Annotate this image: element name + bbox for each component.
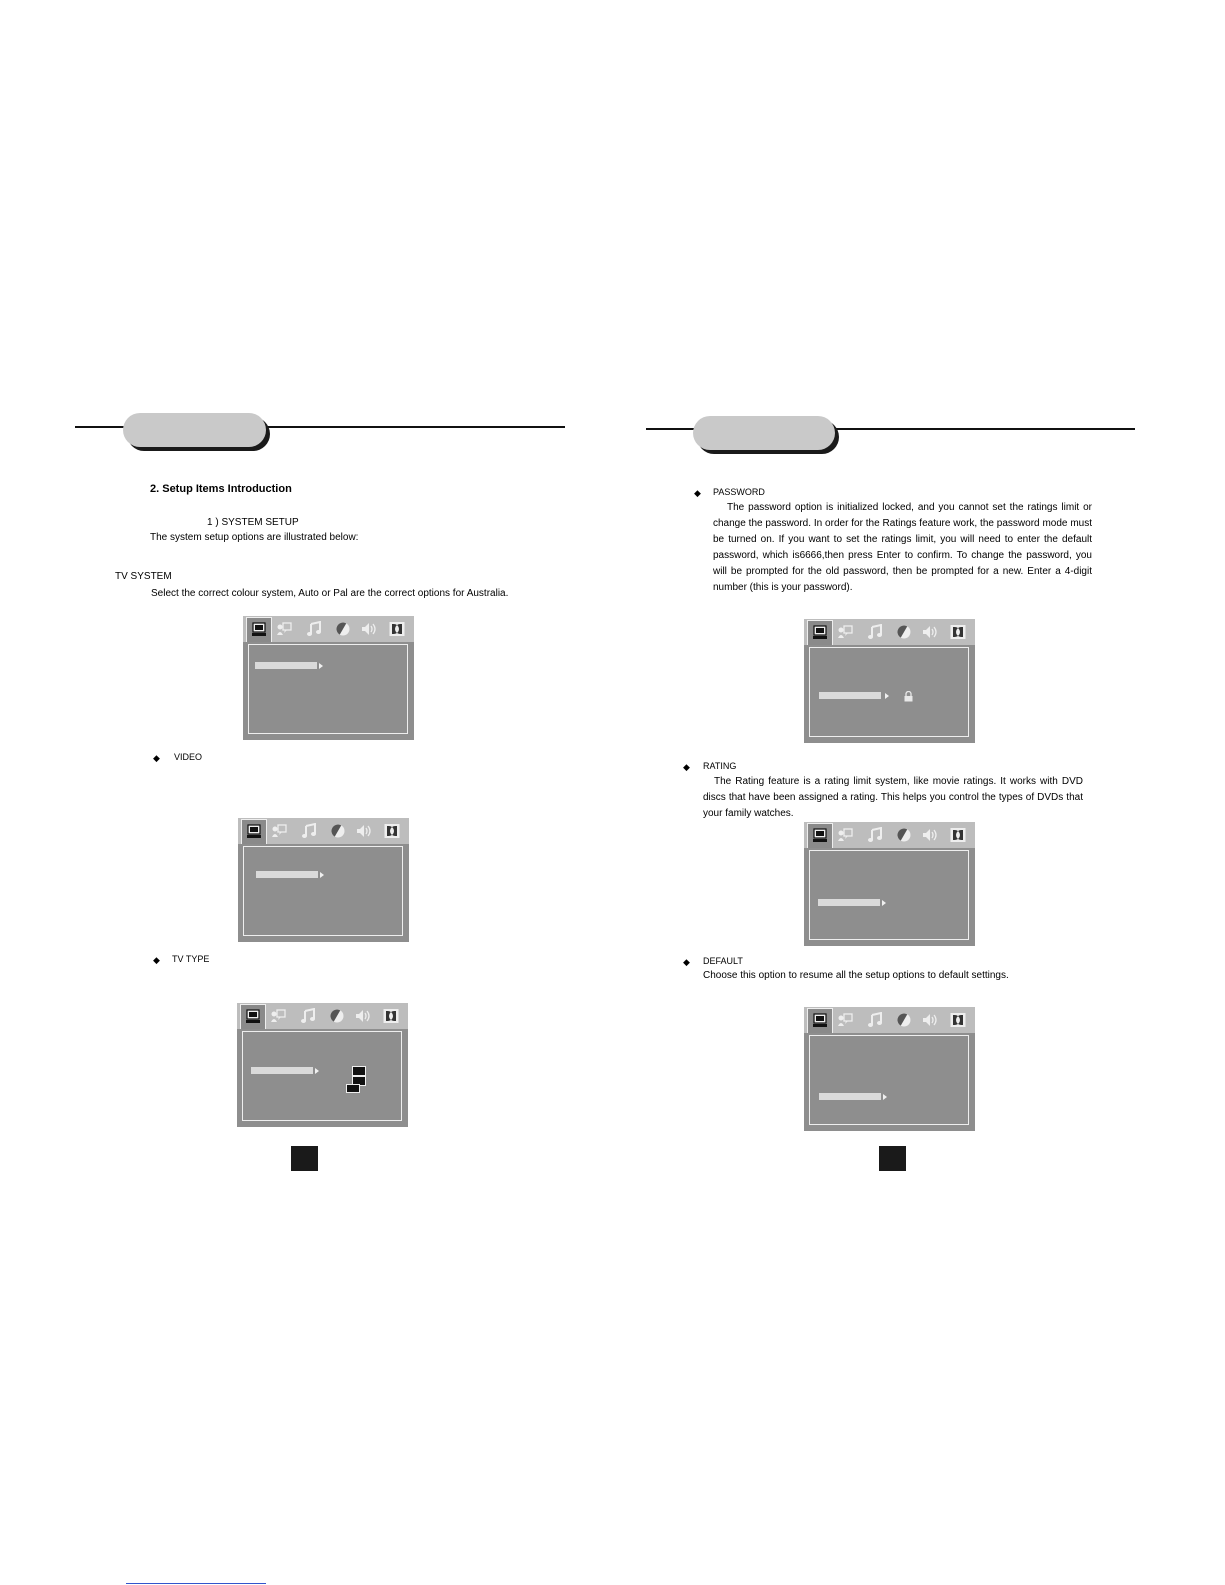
submenu-arrow-icon xyxy=(320,872,324,878)
bullet-icon: ◆ xyxy=(153,955,160,965)
speaker-setup-icon[interactable] xyxy=(922,1012,938,1028)
footer-link-underline xyxy=(126,1583,266,1584)
language-setup-icon[interactable] xyxy=(276,621,292,637)
speaker-setup-icon[interactable] xyxy=(922,624,938,640)
menu-body xyxy=(243,642,414,740)
menu-item-highlight[interactable] xyxy=(819,692,881,699)
video-setup-icon[interactable] xyxy=(896,1012,912,1028)
icon-bar xyxy=(804,822,975,848)
osd-screen-video xyxy=(238,818,409,942)
tv-4-3-ps-icon xyxy=(352,1066,366,1076)
language-setup-icon[interactable] xyxy=(837,1012,853,1028)
speaker-setup-icon[interactable] xyxy=(355,1008,371,1024)
subsection-heading: 1 ) SYSTEM SETUP xyxy=(207,517,299,528)
dolby-setup-icon[interactable] xyxy=(389,621,405,637)
dolby-setup-icon[interactable] xyxy=(383,1008,399,1024)
submenu-arrow-icon xyxy=(883,1094,887,1100)
dolby-setup-icon[interactable] xyxy=(950,624,966,640)
system-setup-icon[interactable] xyxy=(240,1004,266,1030)
menu-frame xyxy=(809,850,969,940)
audio-setup-icon[interactable] xyxy=(306,621,322,637)
menu-frame xyxy=(243,846,403,936)
system-setup-icon[interactable] xyxy=(807,823,833,849)
menu-body xyxy=(237,1029,408,1127)
default-label: DEFAULT xyxy=(703,956,743,966)
rating-text: The Rating feature is a rating limit system, like movie ratings. It works with DVD discs that have been assigned a rating. This helps you control the types of DVDs that your family watches. xyxy=(703,776,1083,819)
osd-screen-tv-system xyxy=(243,616,414,740)
video-setup-icon[interactable] xyxy=(330,823,346,839)
menu-body xyxy=(238,844,409,942)
language-setup-icon[interactable] xyxy=(837,624,853,640)
default-text: Choose this option to resume all the setup options to default settings. xyxy=(703,970,1009,981)
menu-body xyxy=(804,645,975,743)
menu-body xyxy=(804,848,975,946)
menu-item-highlight[interactable] xyxy=(819,1093,881,1100)
submenu-arrow-icon xyxy=(319,663,323,669)
page-number-box xyxy=(291,1146,318,1171)
icon-bar xyxy=(237,1003,408,1029)
icon-bar xyxy=(804,619,975,645)
menu-body xyxy=(804,1033,975,1131)
intro-text: The system setup options are illustrated below: xyxy=(150,532,359,543)
menu-frame xyxy=(248,644,408,734)
audio-setup-icon[interactable] xyxy=(300,1008,316,1024)
submenu-arrow-icon xyxy=(315,1068,319,1074)
bullet-icon: ◆ xyxy=(683,762,690,772)
menu-item-highlight[interactable] xyxy=(256,871,318,878)
language-setup-icon[interactable] xyxy=(271,823,287,839)
dolby-setup-icon[interactable] xyxy=(950,1012,966,1028)
dolby-setup-icon[interactable] xyxy=(384,823,400,839)
left-header-tab xyxy=(123,413,266,447)
language-setup-icon[interactable] xyxy=(837,827,853,843)
rating-label: RATING xyxy=(703,761,737,771)
bullet-icon: ◆ xyxy=(153,753,160,763)
system-setup-icon[interactable] xyxy=(246,617,272,643)
tv-system-text: Select the correct colour system, Auto or Pal are the correct options for Australia. xyxy=(151,588,509,599)
bullet-icon: ◆ xyxy=(683,957,690,967)
menu-frame xyxy=(242,1031,402,1121)
right-header-tab xyxy=(693,416,835,450)
bullet-icon: ◆ xyxy=(694,488,701,498)
video-setup-icon[interactable] xyxy=(896,827,912,843)
icon-bar xyxy=(804,1007,975,1033)
video-setup-icon[interactable] xyxy=(335,621,351,637)
icon-bar xyxy=(243,616,414,642)
audio-setup-icon[interactable] xyxy=(867,624,883,640)
video-setup-icon[interactable] xyxy=(896,624,912,640)
tv-16-9-icon xyxy=(346,1084,360,1093)
osd-screen-rating xyxy=(804,822,975,946)
menu-item-highlight[interactable] xyxy=(251,1067,313,1074)
submenu-arrow-icon xyxy=(882,900,886,906)
video-label: VIDEO xyxy=(174,752,203,762)
submenu-arrow-icon xyxy=(885,693,889,699)
menu-frame xyxy=(809,1035,969,1125)
tv-system-heading: TV SYSTEM xyxy=(115,571,172,582)
osd-screen-default xyxy=(804,1007,975,1131)
system-setup-icon[interactable] xyxy=(807,620,833,646)
menu-item-highlight[interactable] xyxy=(818,899,880,906)
osd-screen-tv-type xyxy=(237,1003,408,1127)
system-setup-icon[interactable] xyxy=(241,819,267,845)
tv-type-label: TV TYPE xyxy=(172,954,210,964)
audio-setup-icon[interactable] xyxy=(301,823,317,839)
speaker-setup-icon[interactable] xyxy=(356,823,372,839)
section-heading: 2. Setup Items Introduction xyxy=(150,483,292,495)
icon-bar xyxy=(238,818,409,844)
speaker-setup-icon[interactable] xyxy=(922,827,938,843)
osd-screen-password xyxy=(804,619,975,743)
system-setup-icon[interactable] xyxy=(807,1008,833,1034)
audio-setup-icon[interactable] xyxy=(867,827,883,843)
video-setup-icon[interactable] xyxy=(329,1008,345,1024)
speaker-setup-icon[interactable] xyxy=(361,621,377,637)
page-number-box xyxy=(879,1146,906,1171)
menu-item-highlight[interactable] xyxy=(255,662,317,669)
dolby-setup-icon[interactable] xyxy=(950,827,966,843)
password-text: The password option is initialized locked, and you cannot set the ratings limit or change the password. In order for the Ratings feature work, the password mode must be turned on. If you want to set the ratings limit, you will need to enter the default password, which is6666,then press Enter to confirm. To change the password, you will be prompted for the old password, then be prompted for a new. Enter a 4-digit number (this is your password). xyxy=(713,502,1092,593)
audio-setup-icon[interactable] xyxy=(867,1012,883,1028)
lock-icon xyxy=(903,689,914,700)
language-setup-icon[interactable] xyxy=(270,1008,286,1024)
password-label: PASSWORD xyxy=(713,487,765,497)
